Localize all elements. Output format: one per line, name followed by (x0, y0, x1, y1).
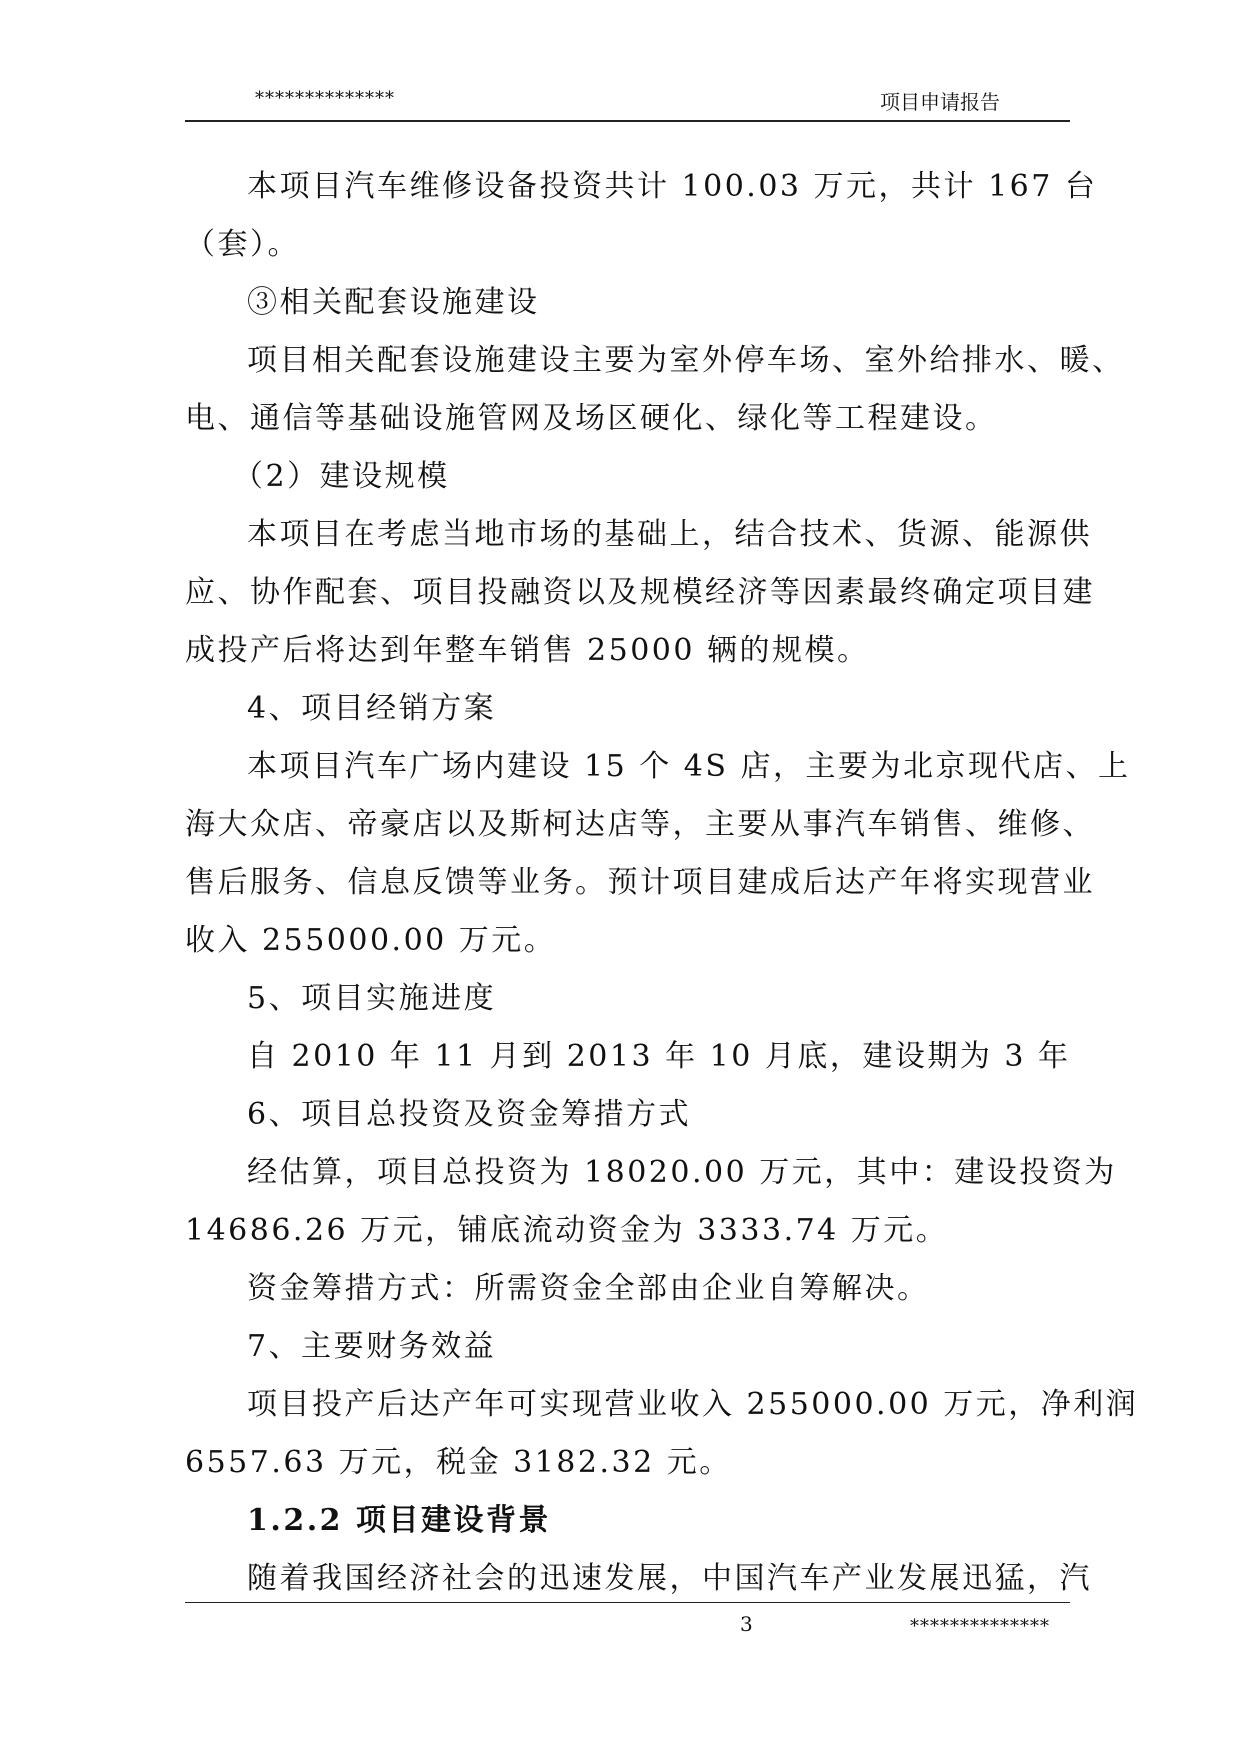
subheading: 4、项目经销方案 (247, 691, 497, 726)
paragraph-line: 随着我国经济社会的迅速发展，中国汽车产业发展迅猛，汽 (247, 1561, 1092, 1596)
subheading: （2）建设规模 (233, 459, 450, 494)
paragraph-line: 项目投产后达产年可实现营业收入 255000.00 万元，净利润 (247, 1387, 1139, 1422)
paragraph-line: 自 2010 年 11 月到 2013 年 10 月底，建设期为 3 年 (247, 1039, 1071, 1074)
paragraph-line: 本项目在考虑当地市场的基础上，结合技术、货源、能源供 (247, 517, 1092, 552)
paragraph-line: 海大众店、帝豪店以及斯柯达店等，主要从事汽车销售、维修、 (185, 807, 1095, 842)
page-body (185, 158, 1139, 1608)
subheading: 7、主要财务效益 (247, 1329, 497, 1364)
paragraph-line: 收入 255000.00 万元。 (185, 923, 557, 958)
subheading: ③相关配套设施建设 (247, 285, 540, 320)
footer-right-text: ************** (910, 1616, 1050, 1637)
subheading: 6、项目总投资及资金筹措方式 (247, 1097, 692, 1132)
header-title: 项目申请报告 (880, 90, 1000, 114)
page-number: 3 (740, 1612, 753, 1636)
paragraph-line: 电、通信等基础设施管网及场区硬化、绿化等工程建设。 (185, 401, 998, 436)
paragraph-line: 项目相关配套设施建设主要为室外停车场、室外给排水、暖、 (247, 343, 1125, 378)
page-header (185, 86, 1070, 122)
header-left-text: ************** (255, 88, 395, 109)
paragraph-line: （套）。 (185, 227, 300, 262)
paragraph-line: 本项目汽车维修设备投资共计 100.03 万元，共计 167 台 (247, 169, 1098, 204)
paragraph-line: 14686.26 万元，铺底流动资金为 3333.74 万元。 (185, 1213, 949, 1248)
subheading: 5、项目实施进度 (247, 981, 497, 1016)
footer-rule (185, 1602, 1070, 1603)
paragraph-line: 6557.63 万元，税金 3182.32 元。 (185, 1445, 732, 1480)
paragraph-line: 经估算，项目总投资为 18020.00 万元，其中：建设投资为 (247, 1155, 1117, 1190)
paragraph-line: 成投产后将达到年整车销售 25000 辆的规模。 (185, 633, 870, 668)
section-heading: 1.2.2 项目建设背景 (247, 1503, 551, 1538)
paragraph-line: 本项目汽车广场内建设 15 个 4S 店，主要为北京现代店、上 (247, 749, 1131, 784)
paragraph-line: 资金筹措方式：所需资金全部由企业自筹解决。 (247, 1271, 930, 1306)
paragraph-line: 售后服务、信息反馈等业务。预计项目建成后达产年将实现营业 (185, 865, 1095, 900)
paragraph-line: 应、协作配套、项目投融资以及规模经济等因素最终确定项目建 (185, 575, 1095, 610)
